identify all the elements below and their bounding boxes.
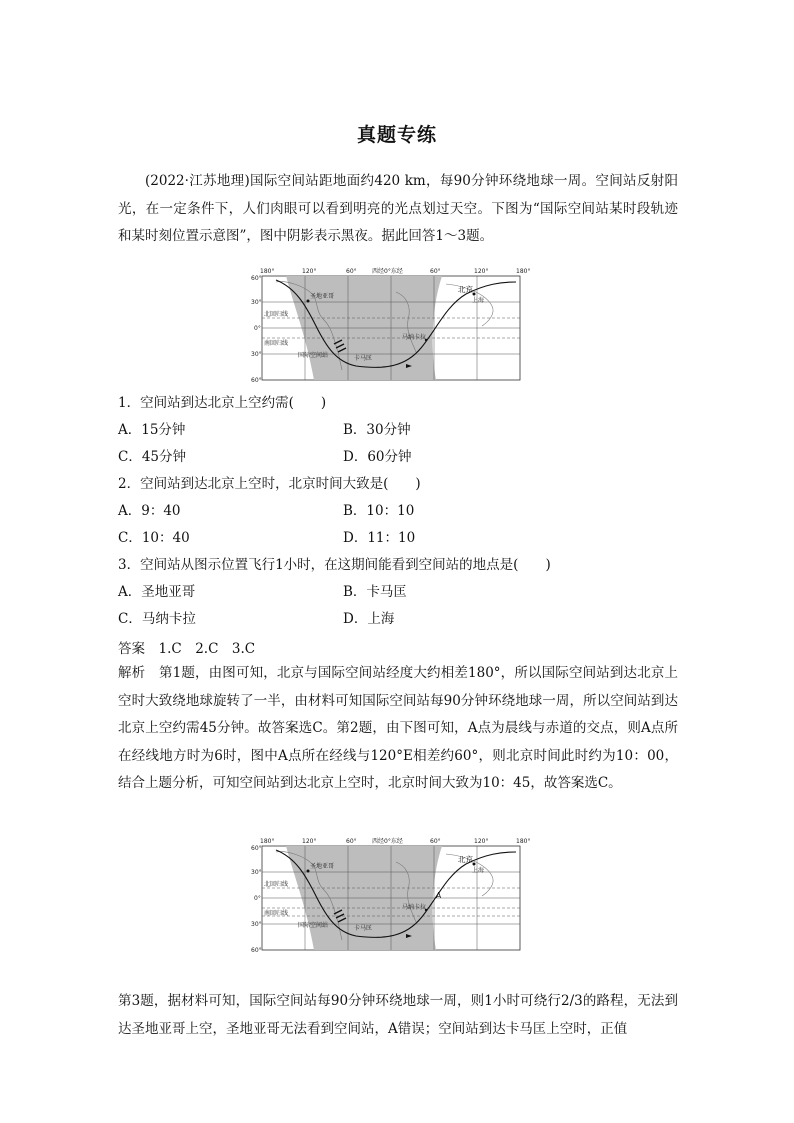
map-lon-label: 120° [302, 838, 317, 845]
map-lat-label: 0° [254, 895, 261, 902]
q1-option-c: C．45分钟 [118, 449, 187, 465]
map-lon-label: 60° [346, 838, 357, 845]
map-lat-label: 30° [251, 869, 262, 876]
map-lat-label: 0° [254, 325, 261, 332]
page-title: 真题专练 [356, 124, 437, 146]
place-kamaguan: 卡马匡 [354, 925, 373, 932]
tropic-capricorn-label: 南回归线 [264, 910, 289, 917]
map-lon-label: 120° [474, 268, 489, 275]
place-shanghai: 上海 [472, 297, 485, 304]
orbit-map-1 [246, 266, 536, 384]
map-lat-label: 60° [251, 377, 262, 384]
map-lon-label: 西经0°东经 [372, 838, 403, 845]
map-lon-label: 180° [260, 268, 275, 275]
q1-option-a: A．15分钟 [118, 422, 186, 438]
place-shanghai: 上海 [472, 867, 485, 874]
point-a-label: A [436, 891, 442, 900]
place-kamaguan: 卡马匡 [354, 355, 373, 362]
map-lon-label: 120° [474, 838, 489, 845]
q3-option-a: A．圣地亚哥 [118, 584, 196, 600]
intro-paragraph: (2022·江苏地理)国际空间站距地面约420 km，每90分钟环绕地球一周。空间站反射阳光，在一定条件下，人们肉眼可以看到明亮的光点划过天空。下图为“国际空间站某时段轨迹和某时刻位置示意图”，图中阴影表示黑夜。据此回答1～3题。 [118, 173, 678, 244]
map-lat-label: 30° [251, 299, 262, 306]
analysis-paragraph: 解析 第1题，由图可知，北京与国际空间站经度大约相差180°，所以国际空间站到达北京上空时大致绕地球旋转了一半，由材料可知国际空间站每90分钟环绕地球一周，所以空间站到达北京上空约需45分钟。故答案选C。第2题，由下图可知，A点为晨线与赤道的交点，则A点所在经线地方时为6时，图中A点所在经线与120°E相差约60°，则北京时间此时约为10：00，结合上题分析，可知空间站到达北京上空时，北京时间大致为10：45，故答案选C。 [118, 665, 678, 791]
orbit-map-2 [246, 836, 536, 954]
map-lat-label: 30° [251, 351, 262, 358]
q3-option-c: C．马纳卡拉 [118, 611, 196, 627]
map-lon-label: 60° [346, 268, 357, 275]
map-lon-label: 120° [302, 268, 317, 275]
tropic-cancer-label: 北回归线 [264, 881, 289, 888]
q2-option-a: A．9：40 [118, 503, 181, 519]
map-lat-label: 60° [251, 275, 262, 282]
map-lon-label: 60° [430, 838, 441, 845]
analysis-continued: 第3题，据材料可知，国际空间站每90分钟环绕地球一周，则1小时可绕行2/3的路程，无法到达圣地亚哥上空，圣地亚哥无法看到空间站，A错误；空间站到达卡马匡上空时，正值 [118, 993, 678, 1037]
place-manakara: 马纳卡拉 [402, 334, 427, 341]
place-santiago: 圣地亚哥 [310, 863, 335, 870]
q2-option-b: B．10：10 [343, 503, 415, 519]
place-beijing: 北京 [458, 855, 473, 864]
place-manakara: 马纳卡拉 [402, 904, 427, 911]
map-lat-label: 30° [251, 921, 262, 928]
map-lon-label: 60° [430, 268, 441, 275]
q1-option-b: B．30分钟 [343, 422, 411, 438]
label-iss: 国际空间站 [298, 922, 329, 929]
map-lon-label: 180° [516, 268, 531, 275]
q3-option-b: B．卡马匡 [343, 584, 407, 600]
map-lat-label: 60° [251, 947, 262, 954]
q2-option-d: D．11：10 [343, 530, 416, 546]
tropic-cancer-label: 北回归线 [264, 311, 289, 318]
question-3-stem: 3．空间站从图示位置飞行1小时，在这期间能看到空间站的地点是( ) [118, 557, 551, 573]
tropic-capricorn-label: 南回归线 [264, 340, 289, 347]
q1-option-d: D．60分钟 [343, 449, 412, 465]
place-santiago: 圣地亚哥 [310, 293, 335, 300]
label-iss: 国际空间站 [298, 352, 329, 359]
q2-option-c: C．10：40 [118, 530, 190, 546]
map-lat-label: 60° [251, 845, 262, 852]
question-1-stem: 1．空间站到达北京上空约需( ) [118, 395, 327, 411]
answer-line: 答案 1.C 2.C 3.C [118, 641, 256, 657]
place-beijing: 北京 [458, 285, 473, 294]
map-lon-label: 180° [516, 838, 531, 845]
q3-option-d: D．上海 [343, 611, 395, 627]
map-lon-label: 西经0°东经 [372, 268, 403, 275]
map-lon-label: 180° [260, 838, 275, 845]
question-2-stem: 2．空间站到达北京上空时，北京时间大致是( ) [118, 476, 421, 492]
